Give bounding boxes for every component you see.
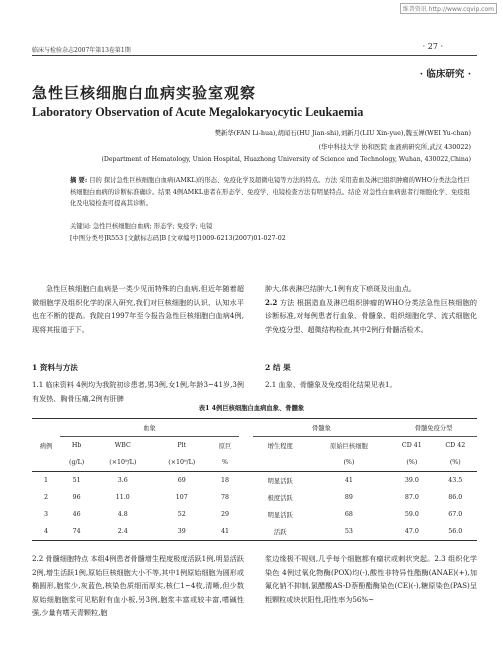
page-number: · 27 · [422,42,443,51]
cell: 68 [344,511,353,518]
bottom-left-paragraph: 2.2 骨髓细胞特点 本组4例患者骨髓增生程度极度活跃1例,明显活跃2例,增生活跃1例,原始巨核细胞大小不等,其中1例原始细胞为圆形或椭圆形,胞浆少,灰蓝色,核染色质细而厚实,核仁1~4枚,清晰,但少数原始细胞胞浆可见粘附有血小板,另3例,胞浆丰富或较丰富,嗜碱性强,少量有嗜天青颗粒,胞 [32,554,244,617]
unit: % [222,459,228,466]
unit: (%) [343,459,355,466]
col-header: CD 42 [445,442,466,449]
title-en: Laboratory Observation of Acute Megalokaryocytic Leukaemia [32,105,364,119]
cell: 明显活跃 [267,512,293,519]
cell: 11.0 [115,494,130,501]
cell: 39.0 [404,477,419,484]
bottom-right-paragraph: 浆边缘极不规则,几乎每个细胞都有瘤状或刺状突起。2.3 组织化学染色 4例过氧化物酶(POX)均(-),酸性非特异性酯酶(ANAE)(+),加氟化钠不抑制,氯醋酸AS-D萘酚酯酶染色(CE)(-),糖原染色(PAS)呈粗颗粒或块状阳性,阳性率为56%~ [265,554,477,604]
cell: 2 [43,494,48,501]
group-header: 骨髓象 [253,419,390,437]
cell: 2.4 [117,528,128,535]
cell: 67.0 [448,511,463,518]
journal-header: 临床与检验杂志2007年第13卷第1期 [32,47,131,54]
group-header: 血象 [60,419,239,437]
cell: 47.0 [404,528,419,535]
affiliation-en: (Department of Hematology, Union Hospital, Huazhong University of Science and Technology, Wuhan, 430022,China) [101,156,471,163]
sec22-text: 方法 根据造血及淋巴组织肿瘤的WHO分类法急性巨核细胞的诊断标准,对每例患者行血象、骨髓象、组织细胞化学、流式细胞化学免疫分型、超微结构检查,其中2例行骨髓活检术。 [265,297,478,334]
cell: 明显活跃 [267,478,293,485]
col-header: 原始巨核细胞 [330,443,368,450]
title-cn: 急性巨核细胞白血病实验室观察 [32,84,257,102]
intro-paragraph: 急性巨核细胞白血病是一类少见而特殊的白血病,但近年随着超微细胞学及组织化学的深入研究,我们对巨核细胞的认识、认知水平也在不断的提高。我院自1997年至今报告急性巨核细胞白血病4例,现将其报道于下。 [32,284,244,334]
col-header: 病例 [39,442,53,450]
cell: 4 [43,528,48,535]
cell: 96 [72,494,81,501]
abstract [70,175,470,210]
cell: 52 [177,511,186,518]
cell: 41 [344,477,353,484]
cell: 56.0 [448,528,463,535]
cell: 18 [220,477,229,484]
section-2-heading: 2 结 果 [265,363,291,372]
col-header: Plt [177,442,187,449]
cell: 53 [344,528,353,535]
cell: 3.6 [117,477,128,484]
unit [253,454,308,472]
watermark: 维普资讯 http://www.cqvip.com [400,3,497,14]
sec22-heading: 2.2 [265,297,278,307]
cell: 1 [43,477,48,484]
table-row [32,506,477,523]
cell: 29 [220,511,229,518]
cell: 59.0 [404,511,419,518]
cell: 78 [220,494,229,501]
cell: 89 [344,494,353,501]
results-table [32,418,477,541]
cell: 极度活跃 [267,495,293,502]
cell: 51 [72,477,81,484]
table-caption: 表1 4例巨核细胞白血病血象、骨髓象 [198,405,305,412]
abstract-text: 目的 探讨急性巨核细胞白血病(AMKL)的形态、免疫化学及超微电镜等方法的特点。方法 采用造血及淋巴组织肿瘤的WHO分类法急性巨核细胞白血病的诊断标准确诊。结果 4例AMKL患者在形态学、免疫学、电镜检查方法有明显特点。结论 对急性白血病患者行细胞化学、免疫组化及电镜检查可提高其诊断。 [70,177,470,207]
cell: 107 [175,494,188,501]
keywords: 关键词: 急性巨核细胞白血病; 形态学; 免疫学; 电镜 [70,223,213,230]
section-label: · 临床研究 · [419,69,471,80]
right-top-text: 肿大,体表淋巴结肿大,1例有皮下瘀斑及出血点。 [265,284,416,293]
cell: 46 [72,511,81,518]
unit: (%) [449,459,461,466]
abstract-label: 摘 要: [70,177,88,184]
right-column-top [265,282,477,336]
col-header: WBC [114,442,131,449]
unit: (g/L) [69,459,85,466]
section-1-heading: 1 资料与方法 [32,363,78,372]
col-header: Hb [71,442,82,449]
cell: 43.5 [448,477,463,484]
cell: 41 [220,528,229,535]
section-2-1: 2.1 血象、骨髓象及免疫组化结果见表1。 [265,380,397,389]
group-header: 骨髓免疫分型 [390,419,477,437]
unit: (×10⁹/L) [168,459,196,466]
cell: 3 [43,511,48,518]
col-header: 增生程度 [267,443,293,450]
col-header: CD 41 [401,442,422,449]
section-1-1: 1.1 临床资料 4例均为我院初诊患者,男3例,女1例,年龄3~41岁,3例有发热、胸骨压痛,2例有肝脾 [32,380,244,403]
cell: 74 [72,528,81,535]
unit: (×10⁹/L) [109,459,137,466]
classification: [中图分类号]R553 [文献标志码]B [文章编号]1009-6213(2007)01-027-02 [70,235,286,242]
unit: (%) [406,459,418,466]
cell: 39 [177,528,186,535]
cell: 86.0 [448,494,463,501]
table-row [32,489,477,506]
authors: 樊新华(FAN Li-hua),胡闻石(HU Jian-shi),刘新月(LIU Xin-yue),魏玉婵(WEI Yu-chan) [214,129,471,137]
cell: 活跃 [273,529,287,536]
table-row [32,472,477,490]
affiliation-cn: (华中科技大学 协和医院 血液病研究所,武汉 430022) [318,143,471,151]
header-rule [32,55,477,56]
cell: 87.0 [404,494,419,501]
col-header: 原巨 [218,443,232,450]
cell: 4.8 [117,511,128,518]
table-row [32,523,477,541]
cell: 69 [177,477,186,484]
